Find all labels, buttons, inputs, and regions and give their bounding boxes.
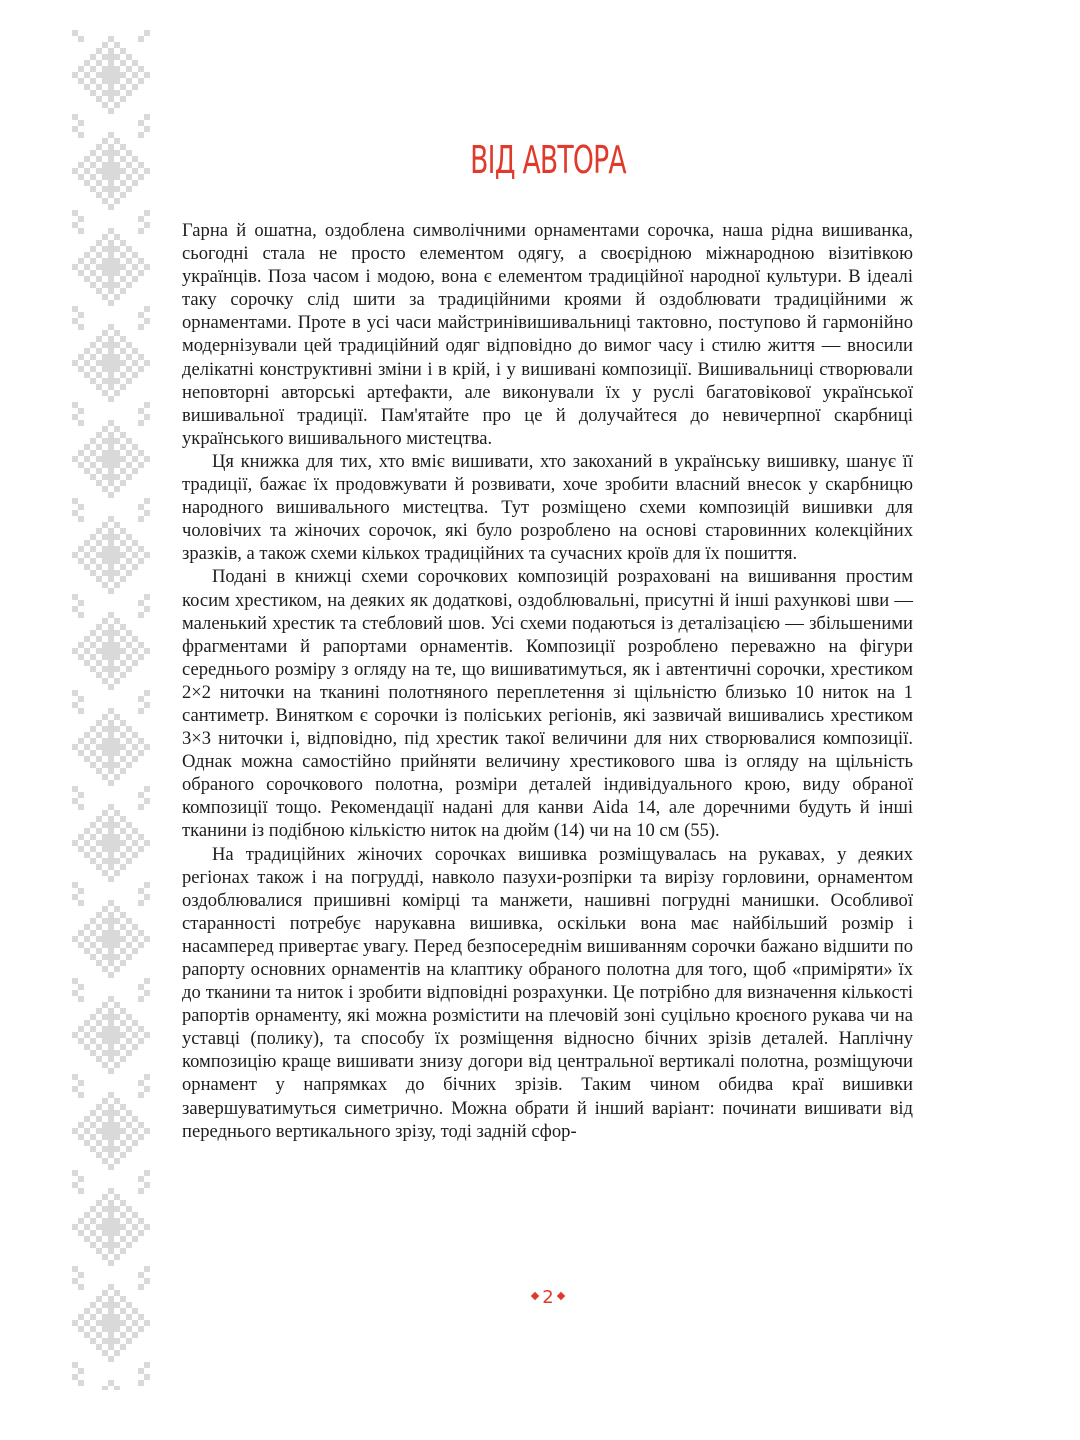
diamond-left-icon <box>531 1292 539 1300</box>
embroidery-ornament-border <box>72 30 150 1390</box>
page-number-value: 2 <box>542 1287 554 1308</box>
paragraph: Подані в книжці схеми сорочкових композицій розраховані на вишивання простим косим хрестиком, на деяких як додаткові, оздоблювальні, присутні й інші рахункові шви — маленький хрестик та стебловий шов. Усі схеми подаються із деталізацією — збільшеними фрагментами й рапортами орнаментів. Композиції розроблено переважно на фігури середнього розміру з огляду на те, що вишиватимуться, як і автентичні сорочки, хрестиком 2×2 ниточки на тканині полотняного переплетення зі щільністю близько 10 ниток на 1 сантиметр. Винятком є сорочки із поліських регіонів, які зазвичай вишивались хрестиком 3×3 ниточки і, відповідно, під хрестик такої величини для них створювалися композиції. Однак можна самостійно прийняти величину хрестикового шва із огляду на щільність обраного сорочкового полотна, розміри деталей індивідуального крою, виду обраної композиції тощо. Рекомендації надані для канви Aida 14, але доречними будуть й інші тканини із подібною кількістю ниток на дюйм (14) чи на 10 см (55). <box>182 566 913 842</box>
paragraph: На традиційних жіночих сорочках вишивка розміщувалась на рукавах, у деяких регіонах також і на погрудді, навколо пазухи-розпірки та вирізу горловини, орнаментом оздоблювалися пришивні комірці та манжети, нашивні погрудні манишки. Особливої старанності потребує нарукавна вишивка, оскільки вона має найбільший розмір і насамперед привертає увагу. Перед безпосереднім вишиванням сорочки бажано відшити по рапорту основних орнаментів на клаптику обраного полотна для того, щоб «приміряти» їх до тканини та ниток і зробити відповідні розрахунки. Це потрібно для визначення кількості рапортів орнаменту, які можна розмістити на плечовій зоні суцільно кроєного рукава чи на уставці (полику), та способу їх розміщення відносно бічних зрізів деталей. Наплічну композицію краще вишивати знизу догори від центральної вертикалі полотна, розміщуючи орнамент у напрямках до бічних зрізів. Таким чином обидва краї вишивки завершуватимуться симетрично. Можна обрати й інший варіант: починати вишивати від переднього вертикального зрізу, тоді задній сфор- <box>182 843 913 1142</box>
paragraph: Ця книжка для тих, хто вміє вишивати, хто закоханий в українську вишивку, шанує її традиції, бажає їх продовжувати й розвивати, хоче зробити власний внесок у скарбницю народного вишивального мистецтва. Тут розміщено схеми композицій вишивки для чоловічих та жіночих сорочок, які було розроблено на основі старовинних колекційних зразків, а також схеми кількох традиційних та сучасних кроїв для їх пошиття. <box>182 450 913 565</box>
body-text <box>182 219 913 1143</box>
page-number <box>0 1287 1080 1308</box>
diamond-right-icon <box>556 1292 564 1300</box>
page-title: ВІД АВТОРА <box>470 138 626 182</box>
paragraph: Гарна й ошатна, оздоблена символічними орнаментами сорочка, наша рідна вишиванка, сьогодні стала не просто елементом одягу, а своєрідною міжнародною візитівкою українців. Поза часом і модою, вона є елементом традиційної народної культури. В ідеалі таку сорочку слід шити за традиційними кроями й оздоблювати традиційними ж орнаментами. Проте в усі часи майстринівишивальниці тактовно, поступово й гармонійно модернізували цей традиційний одяг відповідно до вимог часу і стилю життя — вносили делікатні конструктивні зміни і в крій, і у вишивані композиції. Вишивальниці створювали неповторні авторські артефакти, але виконували їх у руслі багатовікової української вишивальної традиції. Пам'ятайте про це й долучайтеся до невичерпної скарбниці українського вишивального мистецтва. <box>182 220 913 449</box>
